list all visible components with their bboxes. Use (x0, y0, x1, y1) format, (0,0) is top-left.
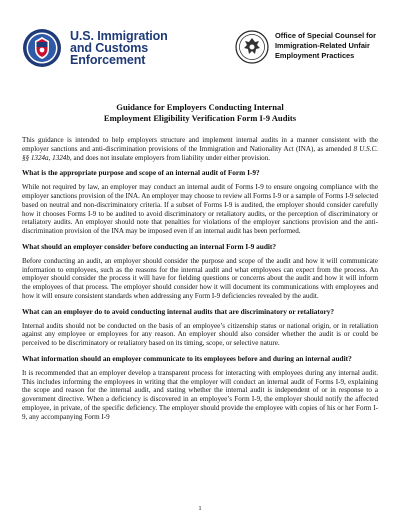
agency-line-1: U.S. Immigration (70, 29, 168, 43)
statute-citation: 8 U.S.C. §§ 1324a, 1324b (22, 144, 378, 162)
section-heading: What is the appropriate purpose and scope of an internal audit of Form I-9? (22, 168, 260, 178)
office-name (275, 31, 376, 61)
section-paragraph: Before conducting an audit, an employer should consider the purpose and scope of the audit and how it will communicate information to employees, such as the reasons for the internal audit and what employees can expect from the process. An employer should consider the process it will have for fielding questions or concerns about the audit and how it will inform the employees of that process. The employer should consider how it will document its communications with employees and how it will ensure consistent standards when addressing any Form I-9 deficiencies revealed by the audit. (22, 256, 378, 300)
page-number: 1 (198, 505, 202, 512)
section-heading: What should an employer consider before conducting an internal Form I-9 audit? (22, 241, 276, 251)
dhs-seal-icon (22, 28, 62, 68)
intro-text-end: , and does not insulate employers from liability under either provision. (69, 153, 271, 162)
section-paragraph: Internal audits should not be conducted on the basis of an employee’s citizenship status or national origin, or in retaliation against any employee or employees for any reason. An employer should also consider whether the audit is or could be perceived to be discriminatory or retaliatory based on its timing, scope, or selective nature. (22, 321, 378, 348)
section-paragraph: It is recommended that an employer develop a transparent process for interacting with employees during any internal audit. This includes informing the employees in writing that the employer will conduct an internal audit of Forms I-9, explaining the scope and reason for the internal audit, and stating whether the internal audit is independent of or in response to a government directive. When a deficiency is discovered in an employee’s Form I-9, the employer should notify the affected employee, in private, of the specific deficiency. The employer should provide the employee with copies of his or her Form I-9, any accompanying Form I-9 (22, 368, 378, 421)
intro-text: This guidance is intended to help employers structure and implement internal audits in a manner consistent with the employer sanctions and anti-discrimination provisions of the Immigration and Nationality Act (INA), as amended (22, 136, 378, 153)
office-line-2: Immigration-Related Unfair (275, 41, 370, 50)
intro-paragraph (22, 136, 378, 162)
letterhead (0, 0, 400, 92)
section-paragraph: While not required by law, an employer may conduct an internal audit of Forms I-9 to ensure ongoing compliance with the employer sanctions provision of the INA. An employer may choose to review all Forms I-9 or a sample of Forms I-9 selected based on neutral and non-discriminatory criteria. If a subset of Forms I-9 is audited, the employer should consider carefully how it chooses Forms I-9 to be audited to avoid discriminatory or retaliatory audits, or the perception of discriminatory or retaliatory audits. An employer should note that penalties for violations of the employer sanctions provision and the anti-discrimination provision of the INA may be imposed even if an internal audit has been performed. (22, 183, 378, 236)
doj-seal-icon (235, 30, 269, 64)
agency-line-3: Enforcement (70, 53, 146, 67)
document-body (22, 136, 378, 429)
office-line-1: Office of Special Counsel for (275, 31, 377, 40)
document-title (0, 102, 400, 124)
office-line-3: Employment Practices (275, 51, 355, 60)
section-heading: What information should an employer communicate to its employees before and during an internal audit? (22, 353, 352, 363)
title-line-1: Guidance for Employers Conducting Internal (116, 102, 284, 112)
agency-name (70, 30, 168, 66)
section-heading: What can an employer do to avoid conducting internal audits that are discriminatory or retaliatory? (22, 306, 335, 316)
title-line-2: Employment Eligibility Verification Form I-9 Audits (103, 113, 297, 123)
agency-line-2: and Customs (70, 41, 149, 55)
